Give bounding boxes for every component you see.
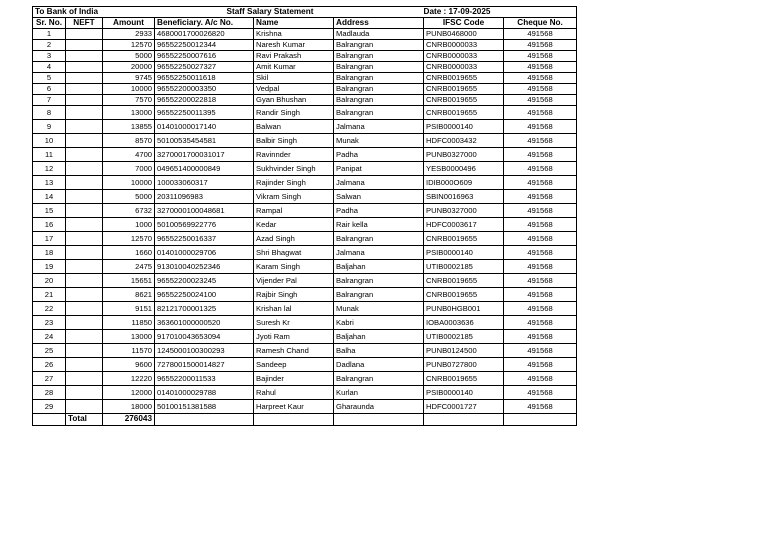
cell-amount: 7000 — [103, 162, 155, 176]
cell-address: Panipat — [334, 162, 424, 176]
cell-name: Vikram Singh — [254, 190, 334, 204]
cell-sr-no: 15 — [33, 204, 66, 218]
cell-sr-no: 21 — [33, 288, 66, 302]
cell-cheque: 491568 — [504, 330, 577, 344]
cell-cheque: 491568 — [504, 218, 577, 232]
total-blank-4 — [424, 414, 504, 426]
cell-address: Salwan — [334, 190, 424, 204]
cell-account: 96552250024100 — [155, 288, 254, 302]
cell-ifsc: PUNB0327000 — [424, 204, 504, 218]
cell-amount: 13000 — [103, 330, 155, 344]
cell-cheque: 491568 — [504, 148, 577, 162]
table-row — [33, 148, 577, 162]
table-row — [33, 204, 577, 218]
cell-cheque: 491568 — [504, 84, 577, 95]
cell-name: Azad Singh — [254, 232, 334, 246]
column-header-row — [33, 18, 577, 29]
table-row — [33, 95, 577, 106]
cell-account: 917010043653094 — [155, 330, 254, 344]
cell-cheque: 491568 — [504, 358, 577, 372]
total-label: Total — [66, 414, 103, 426]
cell-amount: 5000 — [103, 190, 155, 204]
total-blank-3 — [334, 414, 424, 426]
cell-name: Rahul — [254, 386, 334, 400]
cell-neft — [66, 120, 103, 134]
table-row — [33, 246, 577, 260]
cell-cheque: 491568 — [504, 288, 577, 302]
salary-table — [32, 6, 577, 426]
table-row — [33, 302, 577, 316]
cell-ifsc: HDFC0001727 — [424, 400, 504, 414]
cell-address: Balrangran — [334, 274, 424, 288]
table-row — [33, 232, 577, 246]
cell-name: Shri Bhagwat — [254, 246, 334, 260]
cell-amount: 12570 — [103, 232, 155, 246]
cell-amount: 5000 — [103, 51, 155, 62]
cell-cheque: 491568 — [504, 260, 577, 274]
cell-account: 3270000100048681 — [155, 204, 254, 218]
cell-sr-no: 7 — [33, 95, 66, 106]
cell-ifsc: IDIB000O609 — [424, 176, 504, 190]
cell-amount: 8621 — [103, 288, 155, 302]
cell-amount: 4700 — [103, 148, 155, 162]
cell-neft — [66, 358, 103, 372]
cell-ifsc: PUNB0124500 — [424, 344, 504, 358]
cell-neft — [66, 288, 103, 302]
table-row — [33, 372, 577, 386]
cell-neft — [66, 246, 103, 260]
cell-neft — [66, 176, 103, 190]
cell-cheque: 491568 — [504, 232, 577, 246]
cell-neft — [66, 162, 103, 176]
cell-account: 01401000029706 — [155, 246, 254, 260]
cell-ifsc: IOBA0003636 — [424, 316, 504, 330]
cell-cheque: 491568 — [504, 95, 577, 106]
table-row — [33, 400, 577, 414]
cell-neft — [66, 344, 103, 358]
cell-address: Baljahan — [334, 260, 424, 274]
table-row — [33, 29, 577, 40]
cell-name: Rajbir Singh — [254, 288, 334, 302]
cell-amount: 20000 — [103, 62, 155, 73]
cell-neft — [66, 29, 103, 40]
col-neft: NEFT — [66, 18, 103, 29]
cell-name: Ramesh Chand — [254, 344, 334, 358]
cell-amount: 10000 — [103, 84, 155, 95]
bank-name: To Bank of India — [33, 7, 155, 18]
cell-sr-no: 28 — [33, 386, 66, 400]
cell-cheque: 491568 — [504, 400, 577, 414]
cell-neft — [66, 218, 103, 232]
title-row — [33, 7, 577, 18]
cell-ifsc: CNRB0000033 — [424, 40, 504, 51]
cell-sr-no: 5 — [33, 73, 66, 84]
cell-cheque: 491568 — [504, 73, 577, 84]
cell-ifsc: SBIN0016963 — [424, 190, 504, 204]
cell-cheque: 491568 — [504, 176, 577, 190]
cell-cheque: 491568 — [504, 40, 577, 51]
cell-ifsc: PUNB0HGB001 — [424, 302, 504, 316]
cell-ifsc: PUNB0327000 — [424, 148, 504, 162]
cell-name: Naresh Kumar — [254, 40, 334, 51]
cell-amount: 2475 — [103, 260, 155, 274]
cell-account: 3270001700031017 — [155, 148, 254, 162]
cell-amount: 11850 — [103, 316, 155, 330]
cell-address: Madlauda — [334, 29, 424, 40]
cell-ifsc: CNRB0019655 — [424, 73, 504, 84]
cell-amount: 10000 — [103, 176, 155, 190]
cell-account: 96552200003350 — [155, 84, 254, 95]
cell-address: Jalmana — [334, 246, 424, 260]
table-row — [33, 73, 577, 84]
cell-address: Balrangran — [334, 372, 424, 386]
cell-sr-no: 24 — [33, 330, 66, 344]
cell-address: Balrangran — [334, 106, 424, 120]
cell-account: 20311096983 — [155, 190, 254, 204]
cell-ifsc: HDFC0003432 — [424, 134, 504, 148]
statement-title: Staff Salary Statement — [155, 7, 424, 18]
cell-sr-no: 1 — [33, 29, 66, 40]
cell-name: Jyoti Ram — [254, 330, 334, 344]
cell-name: Ravi Prakash — [254, 51, 334, 62]
cell-account: 363601000000520 — [155, 316, 254, 330]
table-row — [33, 40, 577, 51]
table-row — [33, 316, 577, 330]
cell-ifsc: PUNB0468000 — [424, 29, 504, 40]
cell-cheque: 491568 — [504, 274, 577, 288]
cell-neft — [66, 274, 103, 288]
cell-account: 96552200011533 — [155, 372, 254, 386]
cell-cheque: 491568 — [504, 372, 577, 386]
cell-cheque: 491568 — [504, 51, 577, 62]
cell-amount: 2933 — [103, 29, 155, 40]
cell-name: Balbir Singh — [254, 134, 334, 148]
cell-sr-no: 29 — [33, 400, 66, 414]
cell-account: 913010040252346 — [155, 260, 254, 274]
cell-address: Dadlana — [334, 358, 424, 372]
col-ifsc: IFSC Code — [424, 18, 504, 29]
cell-account: 049651400000849 — [155, 162, 254, 176]
col-cheque: Cheque No. — [504, 18, 577, 29]
cell-name: Suresh Kr — [254, 316, 334, 330]
cell-sr-no: 4 — [33, 62, 66, 73]
total-blank-1 — [155, 414, 254, 426]
col-amount: Amount — [103, 18, 155, 29]
cell-name: Kedar — [254, 218, 334, 232]
cell-account: 96552250012344 — [155, 40, 254, 51]
table-row — [33, 386, 577, 400]
cell-cheque: 491568 — [504, 302, 577, 316]
cell-sr-no: 8 — [33, 106, 66, 120]
cell-name: Rajinder Singh — [254, 176, 334, 190]
cell-address: Gharaunda — [334, 400, 424, 414]
table-row — [33, 260, 577, 274]
cell-account: 96552250011618 — [155, 73, 254, 84]
cell-address: Rair kella — [334, 218, 424, 232]
cell-name: Vedpal — [254, 84, 334, 95]
cell-account: 96552250016337 — [155, 232, 254, 246]
cell-amount: 15651 — [103, 274, 155, 288]
cell-ifsc: PUNB0727800 — [424, 358, 504, 372]
cell-address: Balrangran — [334, 62, 424, 73]
cell-ifsc: PSIB0000140 — [424, 120, 504, 134]
table-row — [33, 120, 577, 134]
cell-neft — [66, 372, 103, 386]
total-row — [33, 414, 577, 426]
cell-neft — [66, 316, 103, 330]
cell-name: Krishan lal — [254, 302, 334, 316]
cell-ifsc: CNRB0019655 — [424, 106, 504, 120]
cell-account: 50100151381588 — [155, 400, 254, 414]
cell-account: 01401000029788 — [155, 386, 254, 400]
total-blank-2 — [254, 414, 334, 426]
cell-neft — [66, 232, 103, 246]
cell-account: 50100569922776 — [155, 218, 254, 232]
cell-sr-no: 17 — [33, 232, 66, 246]
cell-sr-no: 3 — [33, 51, 66, 62]
cell-name: Sukhvinder Singh — [254, 162, 334, 176]
cell-account: 7278001500014827 — [155, 358, 254, 372]
table-row — [33, 190, 577, 204]
cell-name: Krishna — [254, 29, 334, 40]
cell-sr-no: 14 — [33, 190, 66, 204]
cell-account: 96552200022818 — [155, 95, 254, 106]
statement-date: Date : 17-09-2025 — [424, 7, 577, 18]
cell-sr-no: 10 — [33, 134, 66, 148]
table-row — [33, 344, 577, 358]
cell-amount: 7570 — [103, 95, 155, 106]
cell-neft — [66, 330, 103, 344]
cell-name: Karam Singh — [254, 260, 334, 274]
cell-account: 96552250011395 — [155, 106, 254, 120]
table-row — [33, 134, 577, 148]
cell-amount: 12570 — [103, 40, 155, 51]
cell-account: 1245000100300293 — [155, 344, 254, 358]
cell-account: 82121700001325 — [155, 302, 254, 316]
cell-amount: 1000 — [103, 218, 155, 232]
cell-address: Munak — [334, 134, 424, 148]
cell-address: Balrangran — [334, 51, 424, 62]
cell-address: Padha — [334, 204, 424, 218]
cell-cheque: 491568 — [504, 106, 577, 120]
cell-sr-no: 16 — [33, 218, 66, 232]
cell-amount: 18000 — [103, 400, 155, 414]
cell-amount: 8570 — [103, 134, 155, 148]
salary-statement-sheet — [32, 6, 576, 426]
cell-cheque: 491568 — [504, 316, 577, 330]
cell-sr-no: 27 — [33, 372, 66, 386]
cell-ifsc: YESB0000496 — [424, 162, 504, 176]
cell-address: Balrangran — [334, 232, 424, 246]
cell-account: 96552250007616 — [155, 51, 254, 62]
cell-sr-no: 25 — [33, 344, 66, 358]
cell-cheque: 491568 — [504, 204, 577, 218]
table-row — [33, 51, 577, 62]
cell-address: Balrangran — [334, 40, 424, 51]
cell-amount: 12000 — [103, 386, 155, 400]
cell-cheque: 491568 — [504, 246, 577, 260]
cell-sr-no: 19 — [33, 260, 66, 274]
cell-amount: 9745 — [103, 73, 155, 84]
cell-cheque: 491568 — [504, 344, 577, 358]
cell-ifsc: HDFC0003617 — [424, 218, 504, 232]
cell-sr-no: 13 — [33, 176, 66, 190]
col-account: Beneficiary. A/c No. — [155, 18, 254, 29]
table-row — [33, 330, 577, 344]
cell-sr-no: 23 — [33, 316, 66, 330]
cell-ifsc: CNRB0019655 — [424, 372, 504, 386]
table-row — [33, 106, 577, 120]
cell-name: Gyan Bhushan — [254, 95, 334, 106]
cell-address: Jalmana — [334, 120, 424, 134]
cell-amount: 1660 — [103, 246, 155, 260]
cell-neft — [66, 260, 103, 274]
cell-address: Balrangran — [334, 73, 424, 84]
cell-neft — [66, 40, 103, 51]
cell-sr-no: 26 — [33, 358, 66, 372]
cell-address: Balrangran — [334, 84, 424, 95]
table-row — [33, 274, 577, 288]
cell-cheque: 491568 — [504, 386, 577, 400]
cell-sr-no: 12 — [33, 162, 66, 176]
cell-amount: 13855 — [103, 120, 155, 134]
cell-name: Balwan — [254, 120, 334, 134]
cell-name: Vijender Pal — [254, 274, 334, 288]
cell-name: Ravinnder — [254, 148, 334, 162]
cell-ifsc: CNRB0019655 — [424, 288, 504, 302]
cell-cheque: 491568 — [504, 62, 577, 73]
table-row — [33, 62, 577, 73]
cell-ifsc: CNRB0019655 — [424, 232, 504, 246]
cell-ifsc: CNRB0019655 — [424, 95, 504, 106]
table-row — [33, 358, 577, 372]
cell-address: Baljahan — [334, 330, 424, 344]
cell-cheque: 491568 — [504, 120, 577, 134]
cell-amount: 9151 — [103, 302, 155, 316]
cell-neft — [66, 62, 103, 73]
cell-amount: 13000 — [103, 106, 155, 120]
cell-neft — [66, 190, 103, 204]
col-sr-no: Sr. No. — [33, 18, 66, 29]
cell-neft — [66, 386, 103, 400]
cell-cheque: 491568 — [504, 190, 577, 204]
cell-sr-no: 22 — [33, 302, 66, 316]
cell-ifsc: PSIB0000140 — [424, 386, 504, 400]
cell-amount: 9600 — [103, 358, 155, 372]
cell-neft — [66, 73, 103, 84]
cell-neft — [66, 204, 103, 218]
col-address: Address — [334, 18, 424, 29]
cell-amount: 6732 — [103, 204, 155, 218]
cell-neft — [66, 148, 103, 162]
cell-address: Balrangran — [334, 288, 424, 302]
cell-cheque: 491568 — [504, 162, 577, 176]
cell-name: Skil — [254, 73, 334, 84]
cell-sr-no: 11 — [33, 148, 66, 162]
cell-cheque: 491568 — [504, 29, 577, 40]
cell-account: 96552250027327 — [155, 62, 254, 73]
cell-name: Bajinder — [254, 372, 334, 386]
cell-ifsc: CNRB0019655 — [424, 84, 504, 95]
cell-sr-no: 20 — [33, 274, 66, 288]
cell-ifsc: CNRB0000033 — [424, 62, 504, 73]
total-empty-cell — [33, 414, 66, 426]
cell-account: 4680001700026820 — [155, 29, 254, 40]
cell-address: Kabri — [334, 316, 424, 330]
col-name: Name — [254, 18, 334, 29]
cell-address: Balha — [334, 344, 424, 358]
cell-amount: 11570 — [103, 344, 155, 358]
cell-address: Munak — [334, 302, 424, 316]
cell-neft — [66, 106, 103, 120]
cell-name: Randir Singh — [254, 106, 334, 120]
cell-ifsc: PSIB0000140 — [424, 246, 504, 260]
cell-address: Balrangran — [334, 95, 424, 106]
table-row — [33, 218, 577, 232]
cell-address: Kurlan — [334, 386, 424, 400]
cell-ifsc: UTIB0002185 — [424, 330, 504, 344]
table-row — [33, 176, 577, 190]
cell-account: 100033060317 — [155, 176, 254, 190]
cell-neft — [66, 84, 103, 95]
cell-address: Padha — [334, 148, 424, 162]
cell-ifsc: CNRB0019655 — [424, 274, 504, 288]
cell-neft — [66, 302, 103, 316]
cell-name: Rampal — [254, 204, 334, 218]
cell-amount: 12220 — [103, 372, 155, 386]
cell-sr-no: 18 — [33, 246, 66, 260]
cell-neft — [66, 134, 103, 148]
cell-sr-no: 9 — [33, 120, 66, 134]
cell-name: Sandeep — [254, 358, 334, 372]
cell-address: Jalmana — [334, 176, 424, 190]
cell-name: Harpreet Kaur — [254, 400, 334, 414]
total-amount: 276043 — [103, 414, 155, 426]
total-blank-5 — [504, 414, 577, 426]
cell-neft — [66, 51, 103, 62]
cell-sr-no: 6 — [33, 84, 66, 95]
table-row — [33, 84, 577, 95]
cell-sr-no: 2 — [33, 40, 66, 51]
cell-account: 50100535454581 — [155, 134, 254, 148]
cell-account: 01401000017140 — [155, 120, 254, 134]
table-row — [33, 288, 577, 302]
cell-cheque: 491568 — [504, 134, 577, 148]
cell-neft — [66, 95, 103, 106]
cell-name: Amit Kumar — [254, 62, 334, 73]
cell-neft — [66, 400, 103, 414]
cell-account: 96552200023245 — [155, 274, 254, 288]
cell-ifsc: CNRB0000033 — [424, 51, 504, 62]
table-row — [33, 162, 577, 176]
cell-ifsc: UTIB0002185 — [424, 260, 504, 274]
